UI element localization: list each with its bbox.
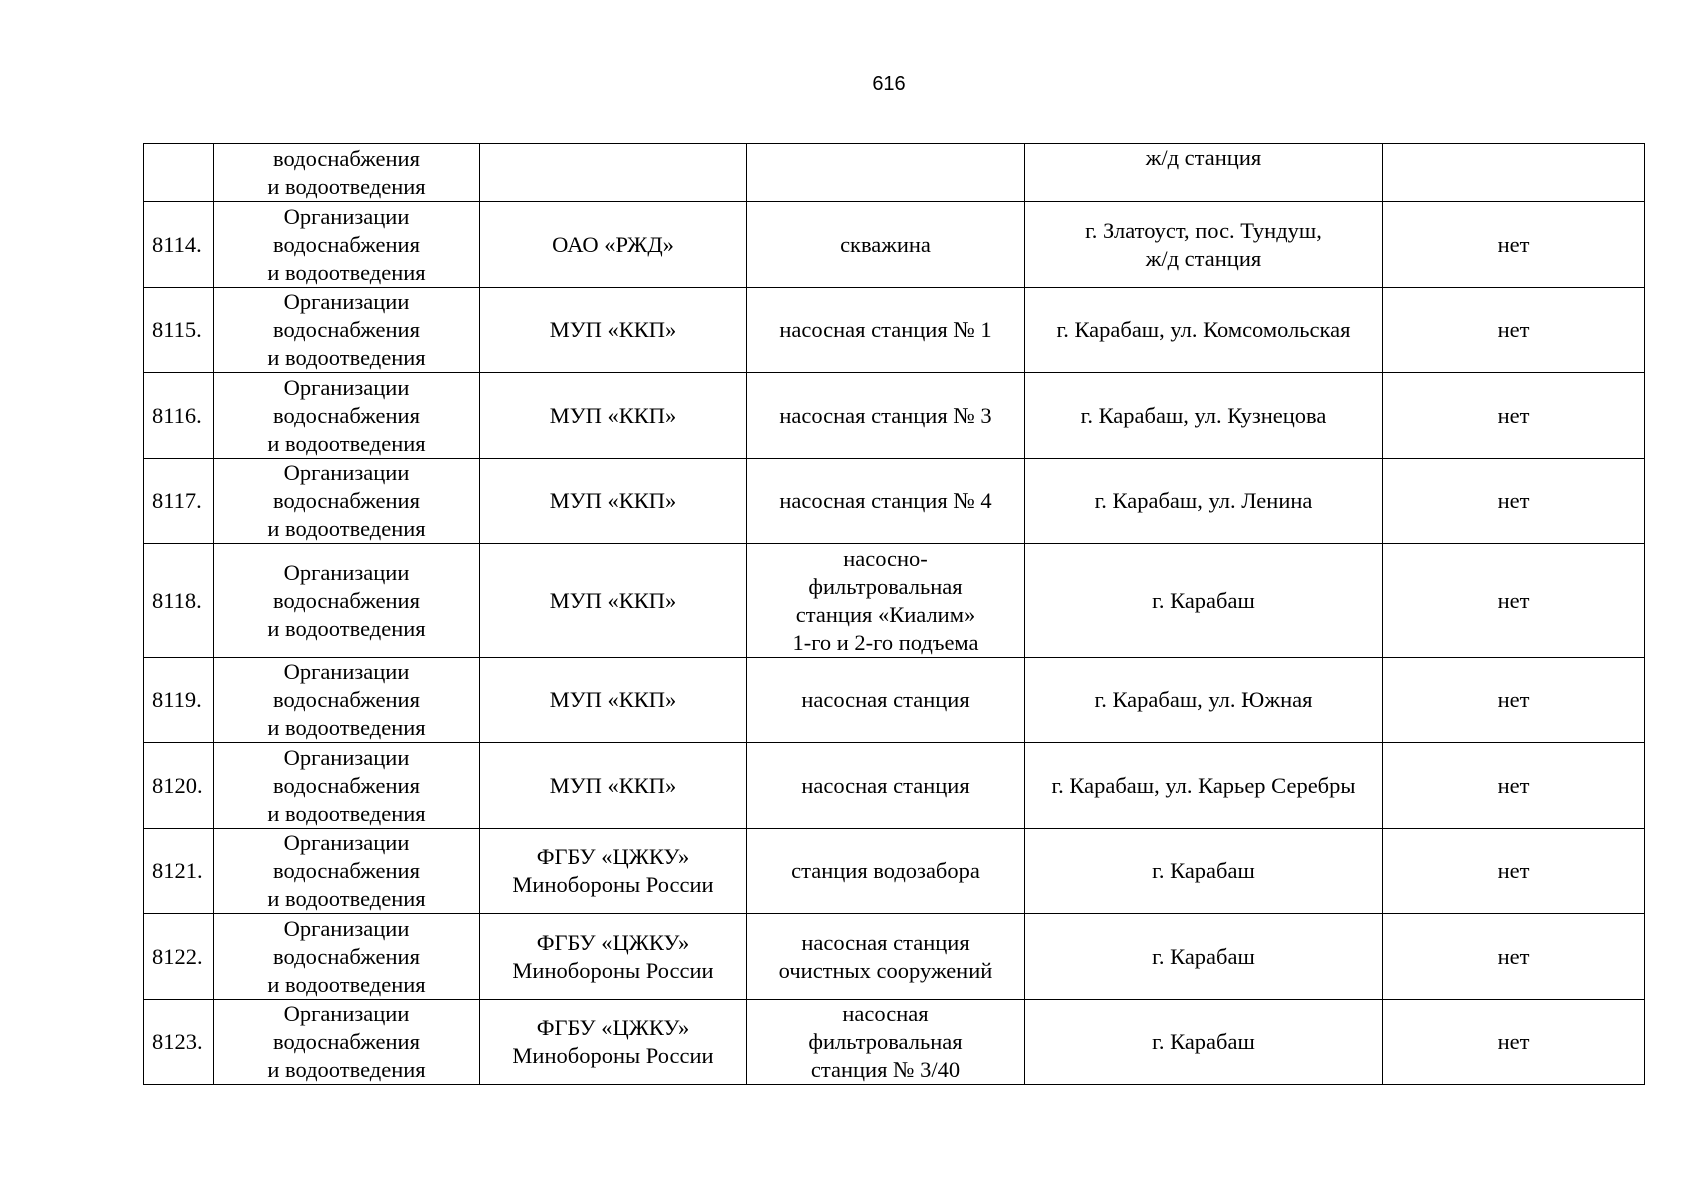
cell-object	[747, 1000, 1025, 1085]
cell-note	[1383, 144, 1645, 202]
cell-note: нет	[1383, 743, 1645, 829]
cell-number: 8123.	[144, 1000, 214, 1085]
cell-category-line: Организации	[283, 915, 410, 941]
cell-note: нет	[1383, 829, 1645, 914]
cell-category-line: и водоотведения	[267, 430, 426, 456]
cell-organization-line: ОАО «РЖД»	[552, 231, 674, 257]
cell-address	[1025, 829, 1383, 914]
cell-address	[1025, 459, 1383, 544]
cell-object	[747, 829, 1025, 914]
table-row	[144, 1000, 1645, 1085]
cell-category-line: водоснабжения	[273, 1029, 420, 1054]
table-row	[144, 544, 1645, 658]
cell-object-line: насосная	[842, 1001, 929, 1026]
cell-note: нет	[1383, 373, 1645, 459]
cell-object-line: насосно-	[843, 545, 928, 571]
cell-object-line: очистных сооружений	[778, 957, 993, 983]
cell-category	[214, 829, 480, 914]
table-row	[144, 914, 1645, 1000]
cell-address-line: г. Карабаш, ул. Кузнецова	[1080, 402, 1327, 428]
cell-category-line: Организации	[283, 203, 410, 229]
cell-object-line: станция «Киалим»	[795, 601, 976, 627]
cell-organization-line: МУП «ККП»	[549, 317, 677, 342]
cell-address-line: г. Карабаш	[1152, 1029, 1255, 1054]
cell-number: 8122.	[144, 914, 214, 1000]
cell-address-line: г. Карабаш	[1152, 943, 1255, 969]
cell-organization-line: Минобороны России	[512, 1043, 714, 1068]
cell-organization-line: ФГБУ «ЦЖКУ»	[536, 844, 690, 869]
cell-object-line: фильтровальная	[808, 573, 963, 599]
cell-object	[747, 202, 1025, 288]
cell-object	[747, 373, 1025, 459]
cell-address	[1025, 544, 1383, 658]
cell-organization-line: ФГБУ «ЦЖКУ»	[536, 1015, 690, 1040]
table-body	[144, 144, 1645, 1085]
cell-number: 8117.	[144, 459, 214, 544]
cell-category-line: Организации	[283, 1001, 410, 1026]
cell-organization	[480, 829, 747, 914]
cell-organization	[480, 202, 747, 288]
cell-note: нет	[1383, 544, 1645, 658]
cell-address-line: г. Карабаш, ул. Южная	[1094, 687, 1313, 712]
cell-category	[214, 459, 480, 544]
cell-category-line: водоснабжения	[273, 772, 420, 798]
cell-category	[214, 544, 480, 658]
cell-category-line: и водоотведения	[267, 1057, 426, 1082]
cell-address-line: г. Карабаш, ул. Карьер Серебры	[1051, 772, 1356, 798]
cell-category-line: Организации	[283, 659, 410, 684]
cell-number: 8118.	[144, 544, 214, 658]
cell-category-line: и водоотведения	[267, 886, 426, 911]
cell-address-line: г. Карабаш, ул. Комсомольская	[1056, 317, 1351, 342]
cell-object-line: фильтровальная	[808, 1029, 963, 1054]
cell-address	[1025, 743, 1383, 829]
cell-address-line: г. Карабаш	[1152, 858, 1255, 883]
cell-object-line: насосная станция № 1	[779, 317, 992, 342]
cell-category-line: и водоотведения	[267, 971, 426, 997]
cell-object	[747, 658, 1025, 743]
cell-note: нет	[1383, 1000, 1645, 1085]
cell-number: 8114.	[144, 202, 214, 288]
cell-organization	[480, 459, 747, 544]
cell-organization-line: Минобороны России	[512, 872, 714, 897]
cell-category-line: и водоотведения	[267, 259, 426, 285]
cell-object-line: станция водозабора	[791, 858, 980, 883]
cell-category	[214, 144, 480, 202]
cell-category	[214, 288, 480, 373]
cell-category-line: водоснабжения	[273, 587, 420, 613]
cell-object-line: насосная станция	[801, 772, 970, 798]
cell-object-line: насосная станция № 3	[779, 402, 992, 428]
cell-number: 8115.	[144, 288, 214, 373]
cell-category-line: Организации	[283, 830, 410, 855]
cell-address-line: г. Карабаш, ул. Ленина	[1094, 488, 1313, 513]
cell-organization-line: МУП «ККП»	[549, 488, 677, 513]
cell-category-line: водоснабжения	[273, 943, 420, 969]
cell-object	[747, 144, 1025, 202]
cell-object-line: станция № 3/40	[810, 1057, 961, 1082]
cell-object-line: скважина	[840, 231, 931, 257]
cell-note: нет	[1383, 658, 1645, 743]
table-row	[144, 459, 1645, 544]
cell-organization	[480, 743, 747, 829]
cell-category-line: и водоотведения	[267, 615, 426, 641]
cell-organization-line: МУП «ККП»	[549, 587, 677, 613]
cell-category-line: Организации	[283, 289, 410, 314]
cell-object-line: насосная станция № 4	[779, 488, 992, 513]
cell-number	[144, 144, 214, 202]
cell-category	[214, 743, 480, 829]
cell-address	[1025, 144, 1383, 202]
cell-category	[214, 1000, 480, 1085]
cell-object	[747, 914, 1025, 1000]
cell-organization-line: МУП «ККП»	[549, 687, 677, 712]
cell-note: нет	[1383, 202, 1645, 288]
cell-number: 8120.	[144, 743, 214, 829]
cell-address	[1025, 373, 1383, 459]
cell-category	[214, 658, 480, 743]
cell-number: 8116.	[144, 373, 214, 459]
cell-organization	[480, 373, 747, 459]
cell-object-line: насосная станция	[801, 929, 970, 955]
cell-organization	[480, 544, 747, 658]
cell-object-line: 1-го и 2-го подъема	[792, 629, 979, 655]
cell-object	[747, 288, 1025, 373]
cell-address	[1025, 1000, 1383, 1085]
cell-organization	[480, 144, 747, 202]
cell-category-line: Организации	[283, 374, 410, 400]
cell-number: 8119.	[144, 658, 214, 743]
cell-address	[1025, 658, 1383, 743]
table-row	[144, 144, 1645, 202]
cell-note: нет	[1383, 459, 1645, 544]
cell-address-line: г. Карабаш	[1152, 587, 1255, 613]
cell-category-line: водоснабжения	[273, 488, 420, 513]
cell-organization-line: МУП «ККП»	[549, 402, 677, 428]
table-row	[144, 202, 1645, 288]
cell-object	[747, 459, 1025, 544]
cell-category-line: и водоотведения	[267, 715, 426, 740]
cell-organization	[480, 658, 747, 743]
cell-address	[1025, 202, 1383, 288]
cell-category-line: водоснабжения	[273, 687, 420, 712]
table-row	[144, 658, 1645, 743]
cell-category-line: и водоотведения	[267, 516, 426, 541]
cell-object	[747, 743, 1025, 829]
cell-address-line: ж/д станция	[1145, 145, 1262, 170]
cell-note: нет	[1383, 914, 1645, 1000]
table-row	[144, 829, 1645, 914]
cell-note: нет	[1383, 288, 1645, 373]
cell-category	[214, 202, 480, 288]
cell-category-line: и водоотведения	[267, 345, 426, 370]
cell-object	[747, 544, 1025, 658]
cell-category-line: водоснабжения	[273, 231, 420, 257]
cell-organization-line: ФГБУ «ЦЖКУ»	[536, 929, 690, 955]
objects-table	[143, 143, 1645, 1085]
cell-category-line: водоснабжения	[273, 402, 420, 428]
cell-category-line: водоснабжения	[273, 858, 420, 883]
table-row	[144, 288, 1645, 373]
cell-category-line: Организации	[283, 559, 410, 585]
cell-address-line: г. Златоуст, пос. Тундуш,	[1085, 217, 1322, 243]
cell-category-line: и водоотведения	[267, 800, 426, 826]
cell-category	[214, 914, 480, 1000]
cell-category	[214, 373, 480, 459]
cell-organization-line: Минобороны России	[512, 957, 714, 983]
cell-number: 8121.	[144, 829, 214, 914]
cell-object-line: насосная станция	[801, 687, 970, 712]
cell-organization	[480, 914, 747, 1000]
cell-organization	[480, 288, 747, 373]
cell-address-line: ж/д станция	[1145, 245, 1262, 271]
cell-organization	[480, 1000, 747, 1085]
cell-category-line: Организации	[283, 460, 410, 485]
cell-category-line: водоснабжения	[273, 317, 420, 342]
page-number: 616	[872, 73, 906, 95]
cell-category-line: водоснабжения	[273, 145, 420, 171]
cell-address	[1025, 288, 1383, 373]
cell-organization-line: МУП «ККП»	[549, 772, 677, 798]
table-row	[144, 373, 1645, 459]
cell-category-line: и водоотведения	[267, 173, 426, 199]
cell-address	[1025, 914, 1383, 1000]
cell-category-line: Организации	[283, 744, 410, 770]
table-row	[144, 743, 1645, 829]
